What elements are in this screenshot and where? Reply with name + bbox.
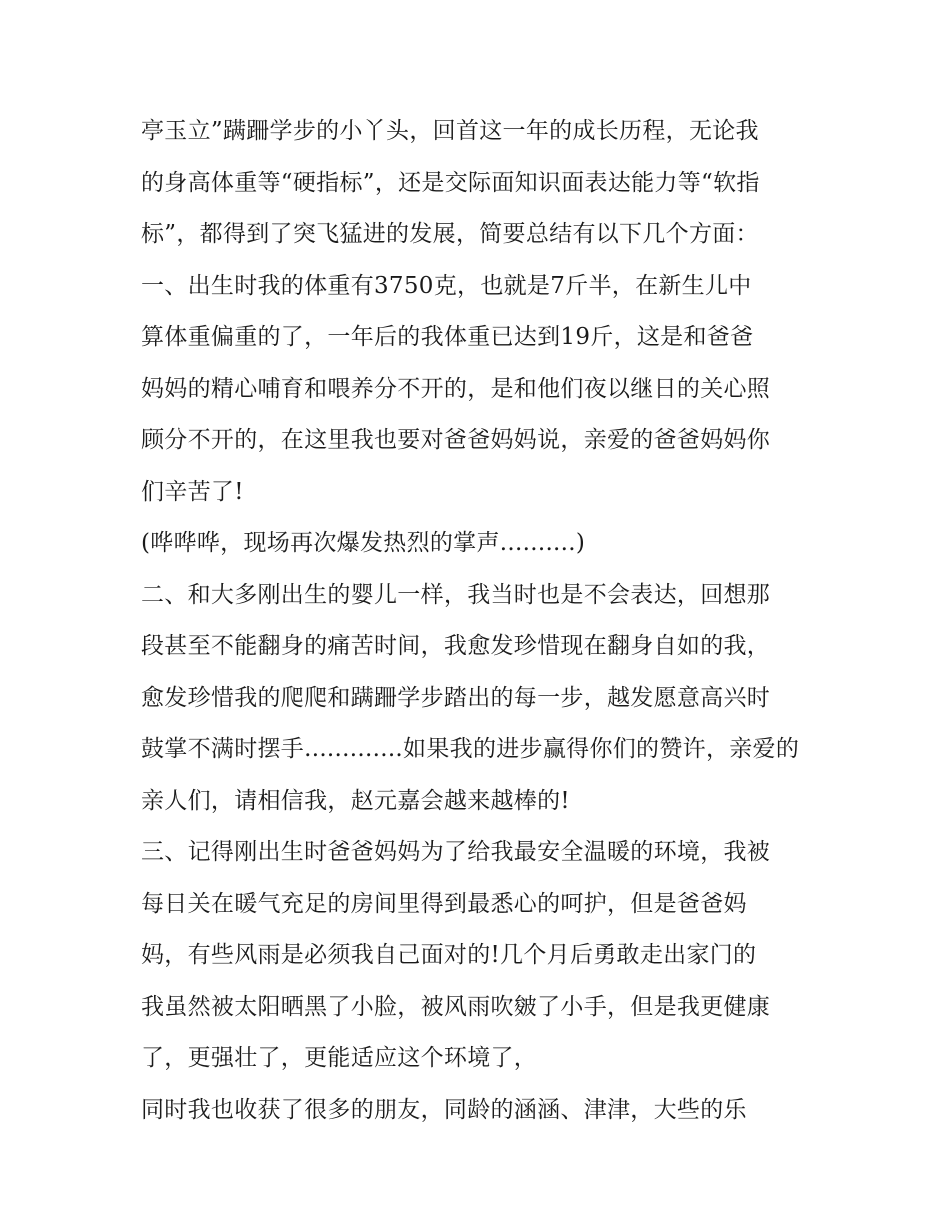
text-line: 三、记得刚出生时爸爸妈妈为了给我最安全温暖的环境，我被 (141, 839, 771, 865)
text-line: 一、出生时我的体重有3750克，也就是7斤半，在新生儿中 (141, 272, 752, 299)
text-line: 了，更强壮了，更能适应这个环境了， (141, 1045, 538, 1071)
text-line: 妈妈的精心哺育和喂养分不开的，是和他们夜以继日的关心照 (141, 375, 771, 402)
text-line: 算体重偏重的了，一年后的我体重已达到19斤，这是和爸爸 (141, 324, 754, 350)
text-line: 同时我也收获了很多的朋友，同龄的涵涵、津津，大些的乐 (141, 1096, 747, 1123)
text-line: 顾分不开的，在这里我也要对爸爸妈妈说，亲爱的爸爸妈妈你 (141, 427, 771, 453)
text-line: 妈，有些风雨是必须我自己面对的!几个月后勇敢走出家门的 (141, 942, 757, 968)
text-line: 我虽然被太阳晒黑了小脸，被风雨吹皴了小手，但是我更健康 (141, 993, 771, 1020)
text-line: (哗哗哗，现场再次爆发热烈的掌声..........) (141, 530, 586, 556)
text-line: 每日关在暖气充足的房间里得到最悉心的呵护，但是爸爸妈 (141, 890, 747, 917)
text-line: 二、和大多刚出生的婴儿一样，我当时也是不会表达，回想那 (141, 581, 771, 608)
text-line: 亲人们，请相信我，赵元嘉会越来越棒的! (141, 787, 570, 814)
text-line: 亭玉立”蹒跚学步的小丫头，回首这一年的成长历程，无论我 (141, 118, 759, 144)
text-line: 愈发珍惜我的爬爬和蹒跚学步踏出的每一步，越发愿意高兴时 (141, 684, 771, 711)
text-line: 们辛苦了! (141, 478, 244, 505)
text-line: 标”，都得到了突飞猛进的发展，简要总结有以下几个方面： (141, 221, 759, 247)
body-text (141, 106, 821, 1136)
text-line: 鼓掌不满时摆手.............如果我的进步赢得你们的赞许，亲爱的 (141, 736, 800, 762)
text-line: 段甚至不能翻身的痛苦时间，我愈发珍惜现在翻身自如的我， (141, 633, 771, 659)
text-line: 的身高体重等“硬指标”，还是交际面知识面表达能力等“软指 (141, 169, 760, 196)
